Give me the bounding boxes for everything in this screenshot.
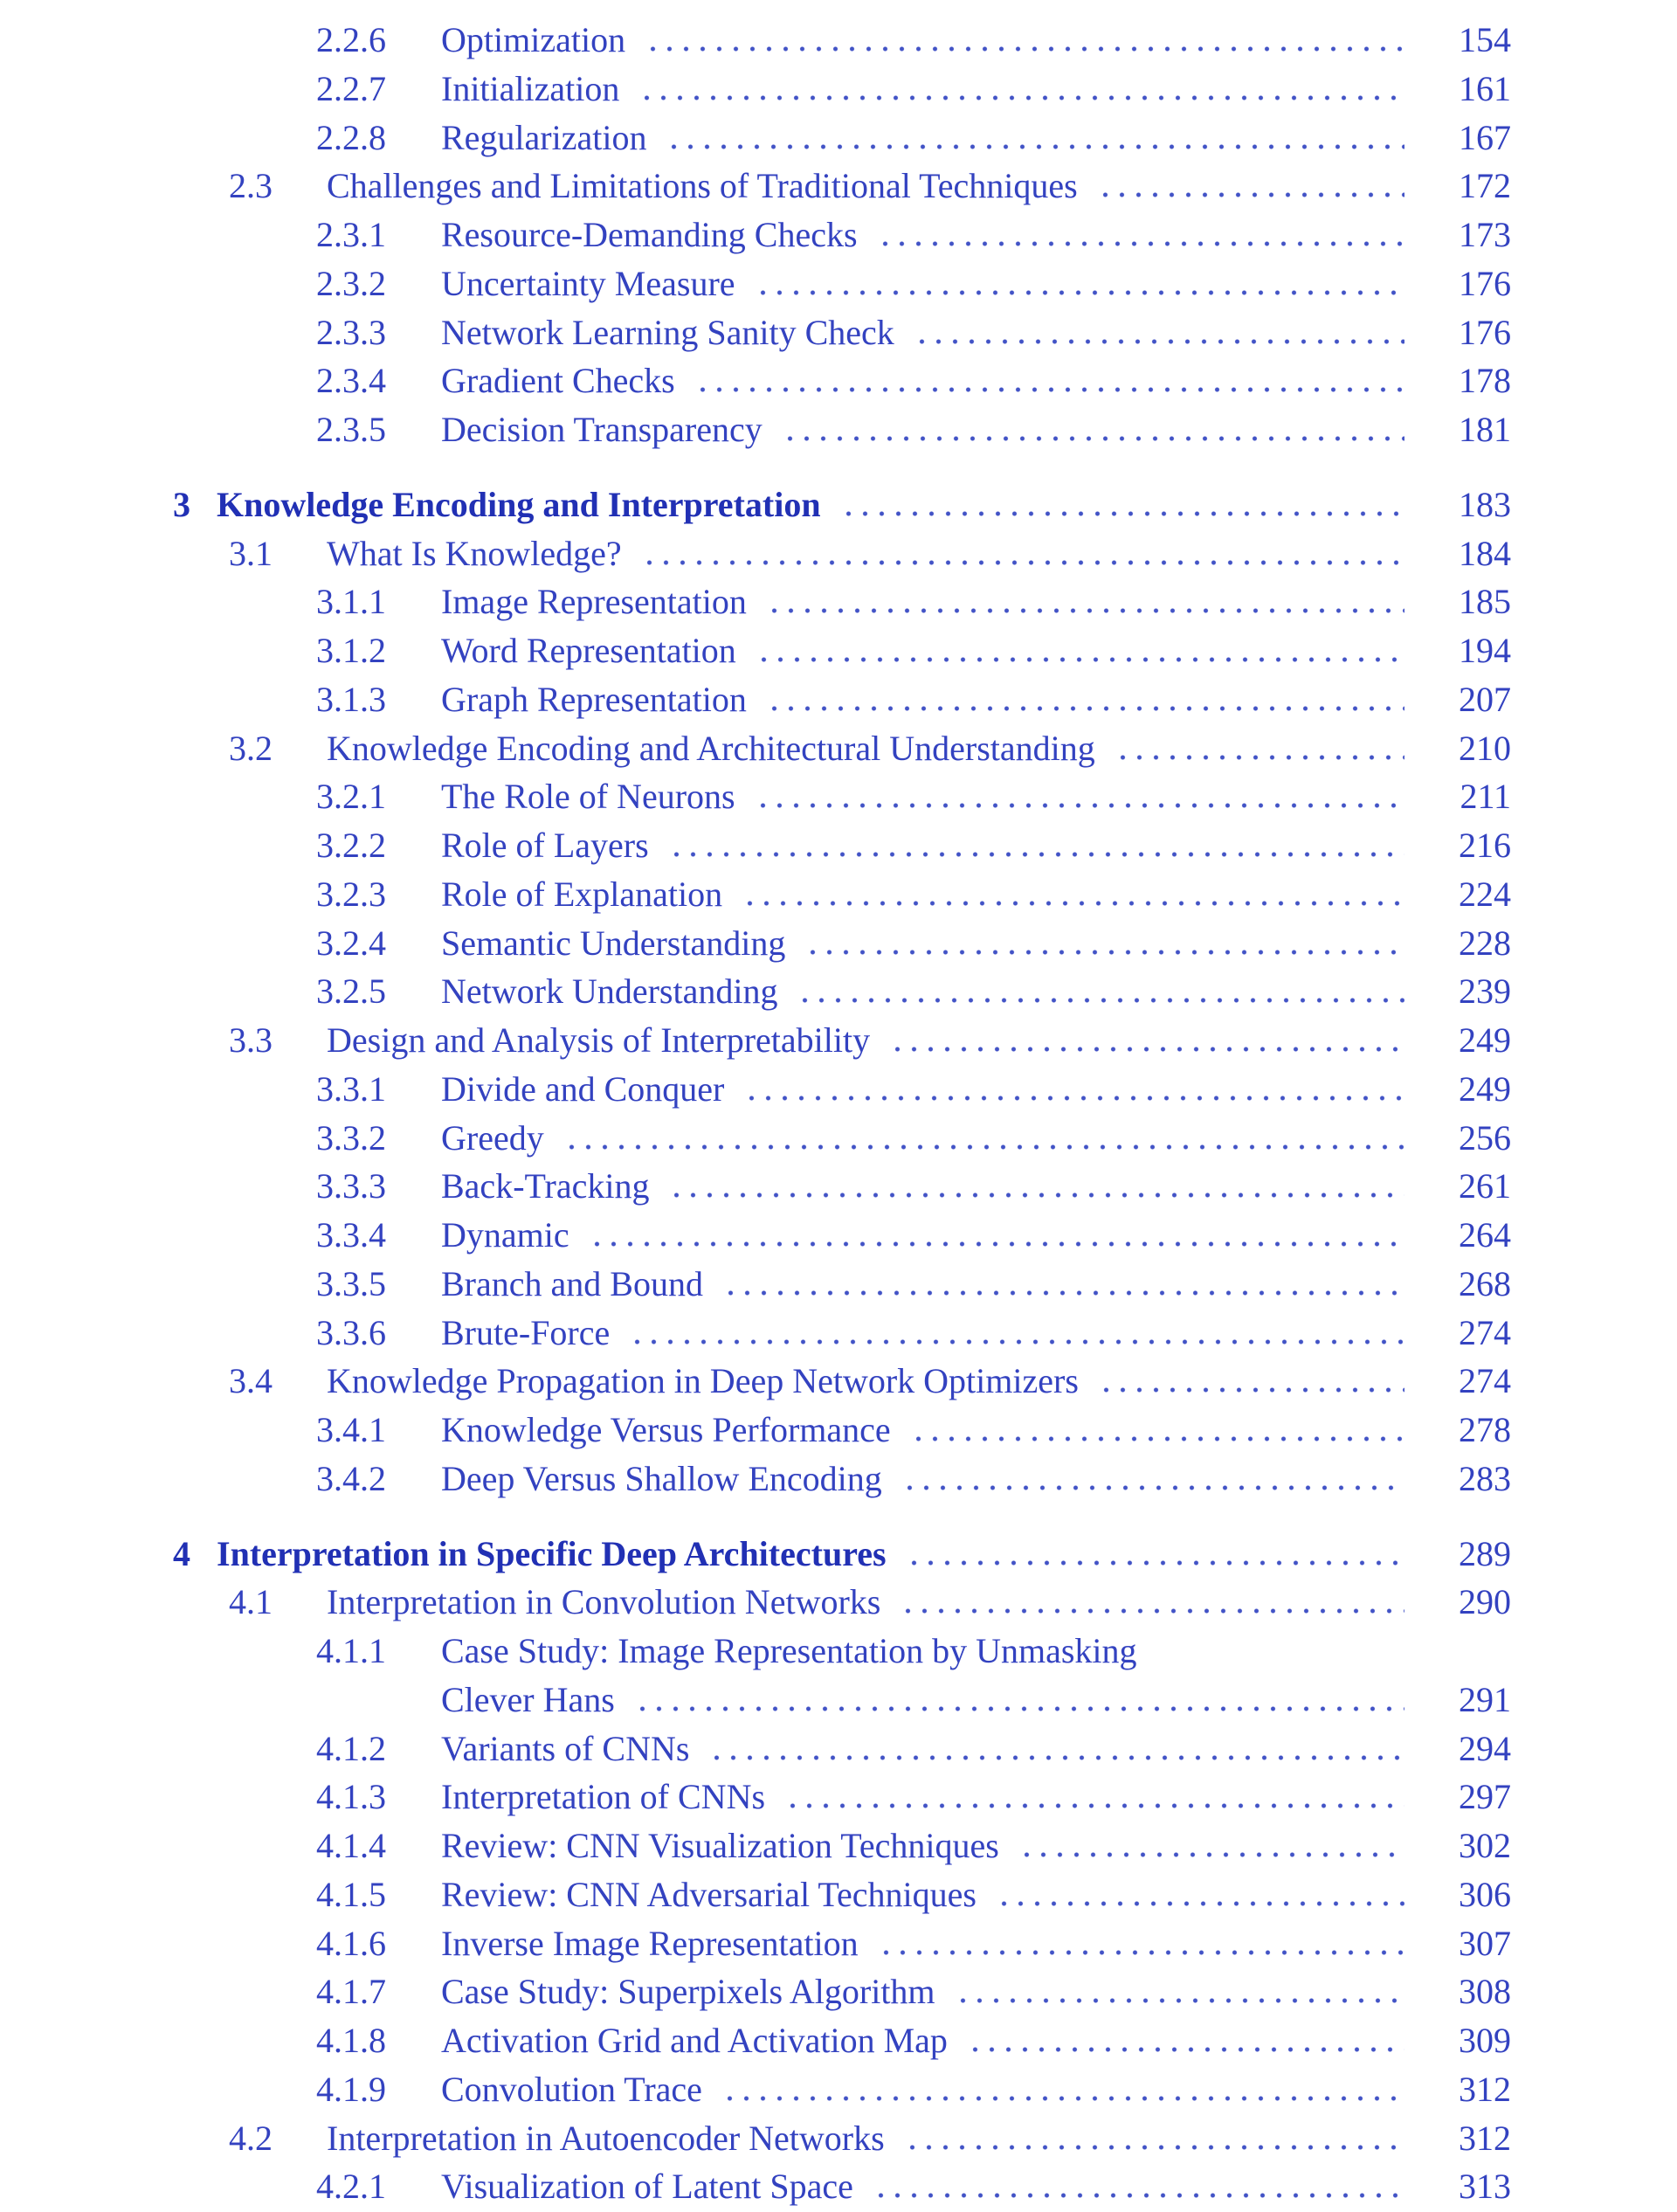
toc-entry-number: 4.1.9 [316, 2069, 386, 2109]
toc-entry-page: 239 [1459, 971, 1511, 1012]
toc-entry[interactable] [0, 1870, 1677, 1919]
toc-entry-title: Branch and Bound [441, 1263, 703, 1303]
toc-entry[interactable] [0, 2162, 1677, 2211]
toc-entry-number: 4.2.1 [316, 2167, 386, 2207]
toc-entry[interactable] [0, 626, 1677, 675]
toc-entry-title: Case Study: Superpixels Algorithm [441, 1972, 935, 2012]
toc-entry-page: 176 [1459, 312, 1511, 352]
dot-leader [782, 436, 1404, 441]
toc-entry-page: 207 [1459, 679, 1511, 719]
toc-entry-page: 178 [1459, 361, 1511, 401]
toc-entry-number: 4.1.7 [316, 1972, 386, 2012]
dot-leader [889, 1047, 1404, 1052]
dot-leader [666, 144, 1404, 149]
toc-entry-number: 3.1.2 [316, 631, 386, 670]
dot-leader [1115, 755, 1404, 760]
toc-entry-number: 2.3.3 [316, 312, 386, 352]
toc-entry[interactable] [0, 1919, 1677, 1968]
toc-entry-title: Image Representation [441, 582, 747, 622]
toc-entry-title: Network Understanding [441, 971, 778, 1012]
toc-entry-number: 4.1.4 [316, 1826, 386, 1865]
toc-entry-title: Back-Tracking [441, 1166, 650, 1206]
dot-leader [634, 1706, 1404, 1711]
toc-entry-page: 307 [1459, 1923, 1511, 1963]
toc-entry-title: Network Learning Sanity Check [441, 312, 894, 352]
toc-entry-number: 2.3.5 [316, 410, 386, 449]
toc-entry-page: 154 [1459, 20, 1511, 59]
toc-entry-page: 211 [1460, 777, 1511, 817]
toc-entry[interactable] [0, 1260, 1677, 1309]
toc-entry-number: 3.2.2 [316, 826, 386, 865]
toc-entry-number: 2.3 [229, 166, 273, 206]
toc-entry-title: Deep Versus Shallow Encoding [441, 1458, 882, 1498]
toc-entry-page: 176 [1459, 263, 1511, 303]
toc-entry[interactable] [0, 1309, 1677, 1358]
toc-entry-page: 312 [1459, 2118, 1511, 2158]
toc-entry-page: 302 [1459, 1826, 1511, 1865]
dot-leader [901, 1485, 1404, 1490]
toc-entry-number: 3.1.3 [316, 679, 386, 719]
toc-entry-title: Case Study: Image Representation by Unmasking [441, 1631, 1137, 1670]
toc-entry[interactable] [0, 65, 1677, 114]
toc-entry-number: 3.1.1 [316, 582, 386, 622]
toc-entry-page: 309 [1459, 2021, 1511, 2060]
toc-entry-number: 2.3.1 [316, 215, 386, 254]
toc-entry[interactable] [0, 1627, 1677, 1676]
toc-entry-title: Knowledge Versus Performance [441, 1410, 891, 1449]
dot-leader [996, 1901, 1404, 1906]
toc-entry[interactable] [0, 1821, 1677, 1870]
toc-entry-number: 4.1.8 [316, 2021, 386, 2060]
toc-entry[interactable] [0, 1578, 1677, 1627]
toc-entry-page: 183 [1459, 484, 1511, 524]
toc-entry-page: 312 [1459, 2069, 1511, 2109]
toc-entry-page: 291 [1459, 1679, 1511, 1719]
toc-entry-page: 294 [1459, 1728, 1511, 1768]
toc-entry-number: 3.2.3 [316, 874, 386, 914]
toc-entry-page: 161 [1459, 68, 1511, 108]
toc-entry-number: 3.2.4 [316, 923, 386, 963]
toc-entry[interactable] [0, 821, 1677, 870]
toc-entry-number: 4.1.5 [316, 1874, 386, 1914]
toc-entry-number: 3.2 [229, 728, 273, 768]
toc-entry-title: Challenges and Limitations of Traditional Techniques [327, 166, 1078, 206]
dot-leader [877, 241, 1404, 246]
dot-leader [743, 1096, 1404, 1101]
toc-entry-page: 274 [1459, 1312, 1511, 1352]
toc-entry[interactable] [0, 1065, 1677, 1114]
toc-entry[interactable] [0, 772, 1677, 821]
toc-entry[interactable] [0, 529, 1677, 578]
dot-leader [784, 1803, 1404, 1808]
dot-leader [904, 2145, 1404, 2150]
toc-entry-number: 2.2.6 [316, 20, 386, 59]
toc-entry-number: 3.4.1 [316, 1410, 386, 1449]
toc-entry-number: 4 [173, 1533, 190, 1573]
dot-leader [967, 2047, 1404, 2052]
dot-leader [914, 339, 1404, 344]
toc-entry-number: 3.3.1 [316, 1068, 386, 1109]
toc-entry[interactable] [0, 724, 1677, 773]
toc-entry-page: 261 [1459, 1166, 1511, 1206]
toc-entry-page: 228 [1459, 923, 1511, 963]
dot-leader [722, 1290, 1404, 1296]
toc-entry-title: Semantic Understanding [441, 923, 786, 963]
toc-entry-page: 184 [1459, 533, 1511, 573]
dot-leader [878, 1950, 1404, 1955]
toc-entry-number: 2.2.7 [316, 68, 386, 108]
dot-leader [708, 1755, 1404, 1760]
toc-entry[interactable] [0, 1162, 1677, 1211]
toc-entry-page: 194 [1459, 631, 1511, 670]
toc-entry-page: 283 [1459, 1458, 1511, 1498]
toc-entry-number: 2.2.8 [316, 117, 386, 157]
toc-entry-title: Optimization [441, 20, 626, 59]
dot-leader [755, 290, 1404, 295]
toc-entry-title: The Role of Neurons [441, 777, 735, 817]
dot-leader [756, 657, 1404, 662]
dot-leader [755, 803, 1404, 808]
toc-entry[interactable] [0, 480, 1677, 529]
toc-entry-title: Regularization [441, 117, 647, 157]
toc-entry-number: 3.2.5 [316, 971, 386, 1012]
dot-leader [641, 560, 1404, 565]
toc-entry-page: 306 [1459, 1874, 1511, 1914]
toc-entry-number: 3.3.4 [316, 1215, 386, 1255]
dot-leader [1018, 1852, 1404, 1857]
toc-entry-page: 264 [1459, 1215, 1511, 1255]
toc-entry[interactable] [0, 2065, 1677, 2114]
toc-entry-number: 3.4.2 [316, 1458, 386, 1498]
toc-entry-title: Resource-Demanding Checks [441, 215, 858, 254]
toc-entry[interactable] [0, 1676, 1677, 1725]
dot-leader [668, 852, 1404, 857]
toc-entry[interactable] [0, 1357, 1677, 1406]
toc-entry-title: Decision Transparency [441, 410, 763, 449]
toc-entry[interactable] [0, 114, 1677, 162]
toc-entry-number: 3 [173, 484, 190, 524]
toc-entry-page: 173 [1459, 215, 1511, 254]
toc-entry-title: Role of Explanation [441, 874, 723, 914]
toc-entry-page: 297 [1459, 1777, 1511, 1817]
dot-leader [906, 1560, 1404, 1566]
toc-entry-title: Uncertainty Measure [441, 263, 735, 303]
dot-leader [873, 2193, 1404, 2198]
toc-entry-title: Knowledge Encoding and Architectural Understanding [327, 728, 1095, 768]
toc-entry-number: 3.3.2 [316, 1117, 386, 1158]
toc-entry-page: 256 [1459, 1117, 1511, 1158]
toc-entry-page: 308 [1459, 1972, 1511, 2012]
toc-entry-title: Graph Representation [441, 679, 747, 719]
dot-leader [840, 511, 1404, 516]
toc-entry-number: 3.2.1 [316, 777, 386, 817]
toc-entry[interactable] [0, 577, 1677, 626]
toc-entry-title: Variants of CNNs [441, 1728, 690, 1768]
toc-entry[interactable] [0, 967, 1677, 1016]
toc-entry-page: 216 [1459, 826, 1511, 865]
toc-entry-number: 4.1.2 [316, 1728, 386, 1768]
toc-entry-title: Design and Analysis of Interpretability [327, 1020, 871, 1060]
toc-entry-number: 4.1 [229, 1582, 273, 1622]
dot-leader [766, 608, 1404, 613]
toc-entry-title: Initialization [441, 68, 620, 108]
toc-entry-page: 268 [1459, 1263, 1511, 1303]
toc-entry-number: 2.3.2 [316, 263, 386, 303]
toc-entry[interactable] [0, 259, 1677, 308]
toc-entry-title: Knowledge Encoding and Interpretation [217, 484, 821, 524]
toc-entry[interactable] [0, 1455, 1677, 1503]
toc-entry-title: Divide and Conquer [441, 1068, 725, 1109]
toc-entry-title: Interpretation in Specific Deep Architectures [217, 1533, 887, 1573]
toc-entry-page: 290 [1459, 1582, 1511, 1622]
dot-leader [638, 95, 1404, 100]
toc-entry-number: 3.3.3 [316, 1166, 386, 1206]
toc-entry-page: 210 [1459, 728, 1511, 768]
toc-entry[interactable] [0, 16, 1677, 65]
dot-leader [629, 1339, 1404, 1344]
toc-entry-title: Knowledge Propagation in Deep Network Optimizers [327, 1361, 1079, 1401]
dot-leader [804, 950, 1404, 955]
toc-entry[interactable] [0, 162, 1677, 211]
toc-entry-number: 4.2 [229, 2118, 273, 2158]
toc-entry-title: Review: CNN Adversarial Techniques [441, 1874, 977, 1914]
toc-entry-page: 224 [1459, 874, 1511, 914]
toc-entry[interactable] [0, 2016, 1677, 2065]
dot-leader [910, 1436, 1404, 1441]
toc-entry-page: 185 [1459, 582, 1511, 622]
toc-entry-number: 3.3.6 [316, 1312, 386, 1352]
toc-entry-title: Interpretation in Autoencoder Networks [327, 2118, 885, 2158]
toc-entry-number: 4.1.6 [316, 1923, 386, 1963]
dot-leader [900, 1608, 1404, 1614]
dot-leader [563, 1144, 1404, 1150]
toc-entry-title: Visualization of Latent Space [441, 2167, 853, 2207]
toc-entry-page: 249 [1459, 1068, 1511, 1109]
toc-entry-title: Role of Layers [441, 826, 649, 865]
toc-entry-number: 3.3.5 [316, 1263, 386, 1303]
dot-leader [721, 2096, 1404, 2101]
toc-entry-page: 289 [1459, 1533, 1511, 1573]
toc-entry[interactable] [0, 870, 1677, 919]
toc-entry-title: Clever Hans [441, 1679, 615, 1719]
toc-entry[interactable] [0, 919, 1677, 968]
dot-leader [766, 706, 1404, 711]
toc-entry-title: Interpretation in Convolution Networks [327, 1582, 881, 1622]
toc-entry[interactable] [0, 308, 1677, 357]
toc-entry-page: 172 [1459, 166, 1511, 206]
toc-entry-page: 249 [1459, 1020, 1511, 1060]
toc-entry-title: Word Representation [441, 631, 736, 670]
toc-entry[interactable] [0, 1530, 1677, 1579]
toc-entry[interactable] [0, 1211, 1677, 1260]
toc-entry-number: 3.4 [229, 1361, 273, 1401]
dot-leader [668, 1192, 1404, 1198]
toc-entry-title: Review: CNN Visualization Techniques [441, 1826, 999, 1865]
dot-leader [1098, 1387, 1404, 1393]
toc-entry-number: 4.1.1 [316, 1631, 386, 1670]
toc-entry-number: 3.3 [229, 1020, 273, 1060]
toc-entry-title: Brute-Force [441, 1312, 611, 1352]
dot-leader [694, 387, 1404, 392]
toc-entry-title: Activation Grid and Activation Map [441, 2021, 948, 2060]
toc-entry[interactable] [0, 1114, 1677, 1163]
toc-entry[interactable] [0, 211, 1677, 259]
toc-entry[interactable] [0, 405, 1677, 454]
toc-entry-page: 313 [1459, 2167, 1511, 2207]
toc-entry[interactable] [0, 1406, 1677, 1455]
toc-entry[interactable] [0, 1725, 1677, 1773]
toc-entry-title: What Is Knowledge? [327, 533, 622, 573]
toc-entry[interactable] [0, 356, 1677, 405]
toc-entry-page: 167 [1459, 117, 1511, 157]
toc-entry-title: Dynamic [441, 1215, 569, 1255]
toc-entry-number: 4.1.3 [316, 1777, 386, 1817]
toc-entry-page: 278 [1459, 1410, 1511, 1449]
toc-entry-title: Gradient Checks [441, 361, 675, 401]
toc-entry[interactable] [0, 675, 1677, 724]
toc-entry[interactable] [0, 1016, 1677, 1065]
dot-leader [589, 1241, 1404, 1247]
toc-entry-page: 274 [1459, 1361, 1511, 1401]
toc-entry-title: Interpretation of CNNs [441, 1777, 766, 1817]
dot-leader [797, 998, 1404, 1003]
toc-entry[interactable] [0, 2114, 1677, 2163]
dot-leader [955, 1998, 1404, 2003]
toc-entry-number: 2.3.4 [316, 361, 386, 401]
toc-entry[interactable] [0, 1967, 1677, 2016]
toc-entry[interactable] [0, 1773, 1677, 1821]
toc-entry-title: Convolution Trace [441, 2069, 702, 2109]
toc-entry-number: 3.1 [229, 533, 273, 573]
toc-entry-page: 181 [1459, 410, 1511, 449]
dot-leader [742, 901, 1404, 906]
dot-leader [1097, 192, 1404, 197]
toc-entry-title: Greedy [441, 1117, 544, 1158]
toc-entry-title: Inverse Image Representation [441, 1923, 859, 1963]
dot-leader [645, 46, 1404, 52]
